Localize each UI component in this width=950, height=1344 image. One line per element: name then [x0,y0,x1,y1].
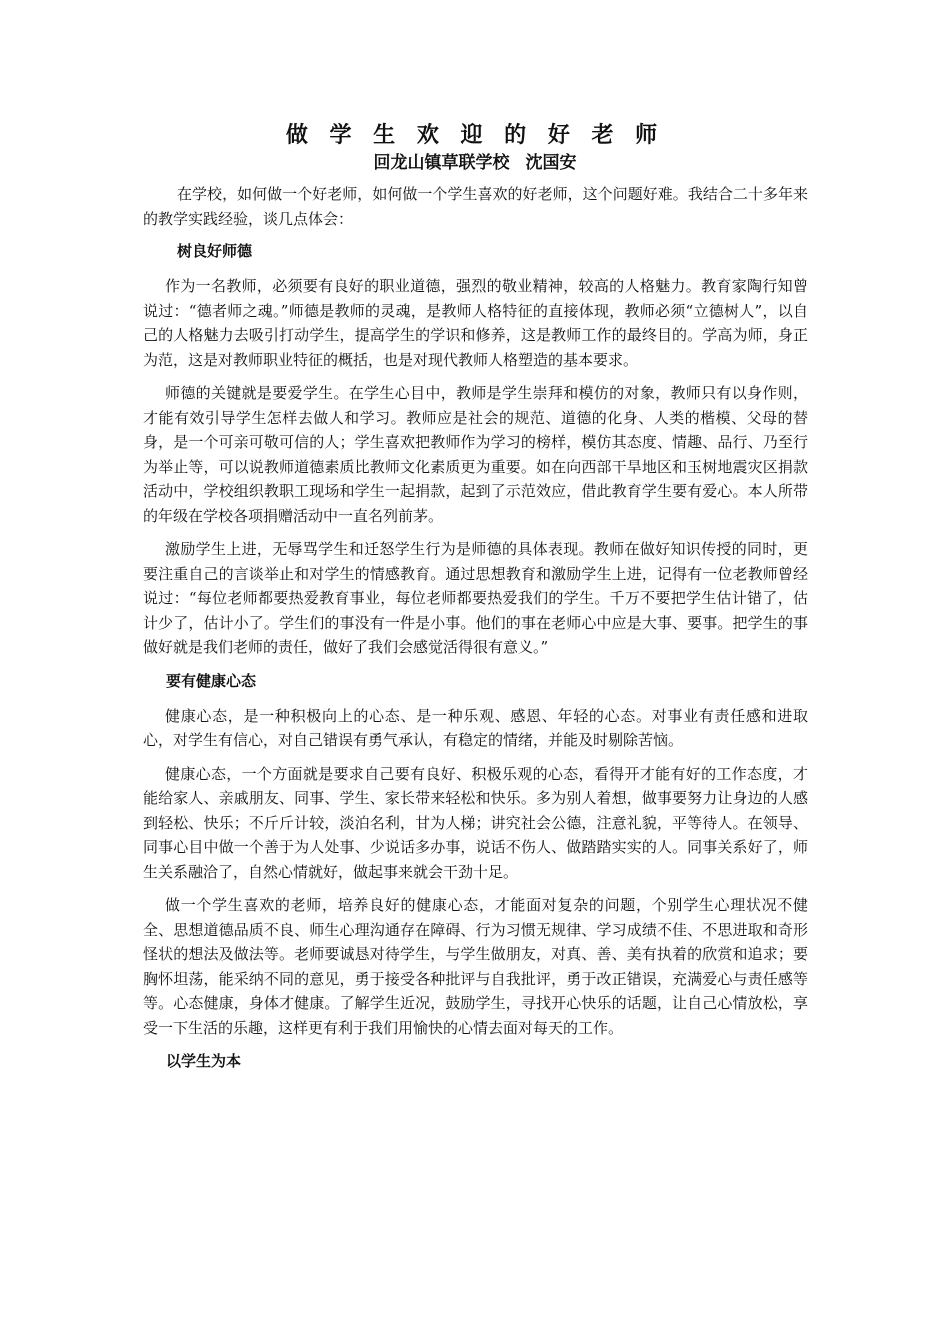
author-name: 沈国安 [525,153,577,173]
section-1-paragraph-3: 激励学生上进，无辱骂学生和迁怒学生行为是师德的具体表现。教师在做好知识传授的同时，更要注重自己的言谈举止和对学生的情感教育。通过思想教育和激励学生上进，记得有一位老教师曾经说过：“每位老师都要热爱教育事业，每位老师都要热爱我们的学生。千万不要把学生估计错了，估计少了，估计小了。学生们的事没有一件是小事。他们的事在老师心中应是大事、要事。把学生的事做好就是我们老师的责任，做好了我们会感觉活得很有意义。” [143,540,808,656]
document-title: 做 学 生 欢 迎 的 好 老 师 [285,123,665,148]
document-body [143,182,808,1084]
section-heading-2: 要有健康心态 [166,671,257,690]
section-1-paragraph-2: 师德的关键就是要爱学生。在学生心目中，教师是学生崇拜和模仿的对象，教师只有以身作则，才能有效引导学生怎样去做人和学习。教师应是社会的规范、道德的化身、人类的楷模、父母的替身，是一个可亲可敬可信的人；学生喜欢把教师作为学习的榜样，模仿其态度、情趣、品行、乃至行为举止等，可以说教师道德素质比教师文化素质更为重要。如在向西部干旱地区和玉树地震灾区捐款活动中，学校组织教职工现场和学生一起捐款，起到了示范效应，借此教育学生要有爱心。本人所带的年级在学校各项捐赠活动中一直名列前茅。 [143,384,808,525]
section-2-paragraph-3: 做一个学生喜欢的老师，培养良好的健康心态，才能面对复杂的问题，个别学生心理状况不健全、思想道德品质不良、师生心理沟通存在障碍、行为习惯无规律、学习成绩不佳、不思进取和奇形怪状的想法及做法等。老师要诚恳对待学生，与学生做朋友，对真、善、美有执着的欣赏和追求；要胸怀坦荡，能采纳不同的意见，勇于接受各种批评与自我批评，勇于改正错误，充满爱心与责任感等等。心态健康，身体才健康。了解学生近况，鼓励学生，寻找开心快乐的话题，让自己心情放松，享受一下生活的乐趣，这样更有利于我们用愉快的心情去面对每天的工作。 [143,896,808,1037]
intro-paragraph: 在学校，如何做一个好老师，如何做一个学生喜欢的好老师，这个问题好难。我结合二十多年来的教学实践经验，谈几点体会： [143,185,808,228]
section-1-paragraph-1: 作为一名教师，必须要有良好的职业道德，强烈的敬业精神，较高的人格魅力。教育家陶行知曾说过：“德者师之魂。”师德是教师的灵魂，是教师人格特征的直接体现，教师必须“立德树人”，以自己的人格魅力去吸引打动学生，提高学生的学识和修养，这是教师工作的最终目的。学高为师，身正为范，这是对教师职业特征的概括，也是对现代教师人格塑造的基本要求。 [143,277,808,369]
section-heading-1: 树良好师德 [177,242,253,260]
section-2-paragraph-2: 健康心态，一个方面就是要求自己要有良好、积极乐观的心态，看得开才能有好的工作态度，才能给家人、亲戚朋友、同事、学生、家长带来轻松和快乐。多为别人着想，做事要努力让身边的人感到轻松、快乐；不斤斤计较，淡泊名利，甘为人梯；讲究社会公德，注意礼貌，平等待人。在领导、同事心目中做一个善于为人处事、少说话多办事，说话不伤人、做踏踏实实的人。同事关系好了，师生关系融洽了，自然心情就好，做起事来就会干劲十足。 [143,764,808,881]
author-school: 回龙山镇草联学校 [373,153,510,173]
author-line [0,152,950,174]
section-2-paragraph-1: 健康心态，是一种积极向上的心态、是一种乐观、感恩、年轻的心态。对事业有责任感和进取心，对学生有信心，对自己错误有勇气承认，有稳定的情绪，并能及时剔除苦恼。 [143,706,808,749]
section-heading-3: 以学生为本 [166,1052,242,1070]
